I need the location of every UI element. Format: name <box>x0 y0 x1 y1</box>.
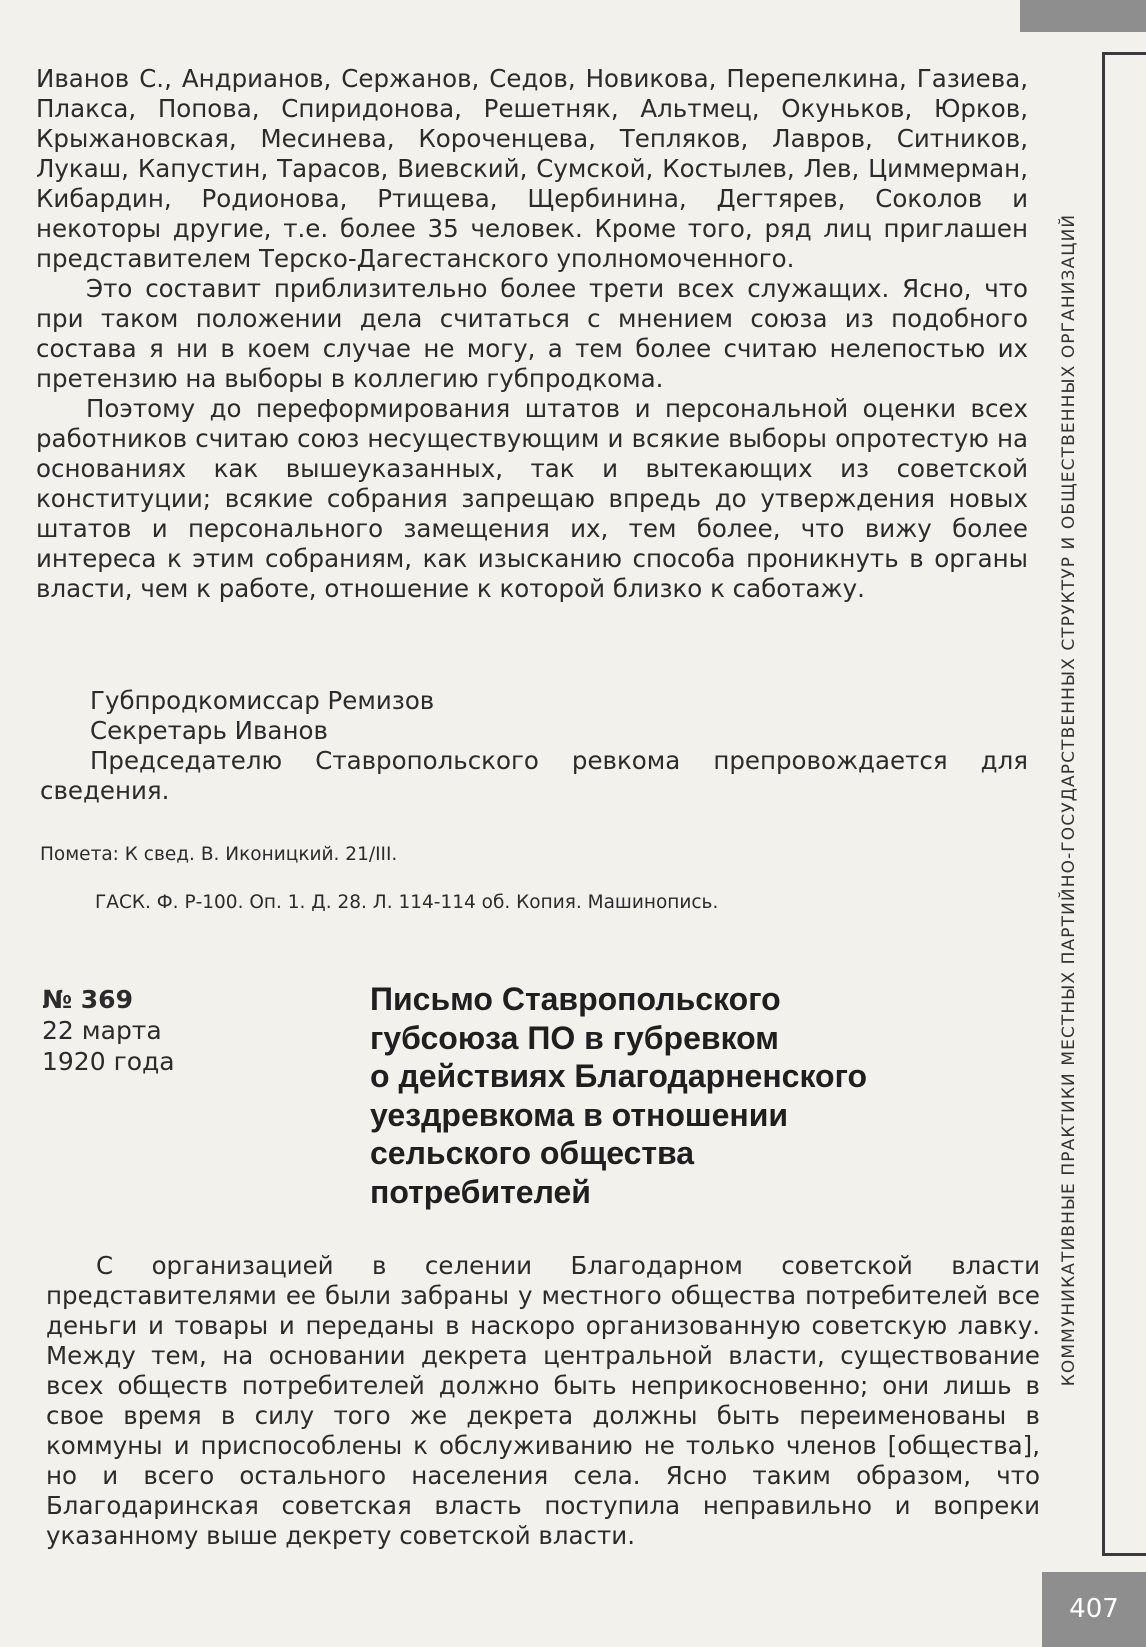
title-line: сельского общества <box>370 1135 695 1171</box>
title-line: о действиях Благодарненского <box>370 1058 868 1094</box>
paragraph-union-declared-nonexistent: Поэтому до переформирования штатов и персональной оценки всех работников считаю союз несуществующим и всякие выборы опротестую на основаниях как вышеуказанных, так и вытекающих из советской конституции; всякие собрания запрещаю впредь до утверждения новых штатов и персонального замещения их, тем более, что вижу более интереса к этим собраниям, как изысканию способа проникнуть в органы власти, чем к работе, отношение к которой близко к саботажу. <box>36 394 1028 603</box>
forwarding-note <box>40 746 1028 806</box>
document-body-paragraph: С организацией в селении Благодарном советской власти представителями ее были забраны у местного общества потребителей все деньги и товары и переданы в наскоро организованную советскую лавку. Между тем, на основании декрета центральной власти, существование всех обществ потребителей должно быть неприкосновенно; они лишь в свое время в силу того же декрета должны быть переименованы в коммуны и приспособлены к обслуживанию не только членов [общества], но и всего остального населения села. Ясно таким образом, что Благодаринская советская власть поступила неправильно и вопреки указанному выше декрету советской власти. <box>46 1251 1040 1550</box>
previous-document-text <box>36 64 1028 604</box>
page-number: 407 <box>1042 1572 1146 1647</box>
document-title <box>370 980 1000 1211</box>
right-margin-frame <box>1102 52 1146 1556</box>
top-edge-tab <box>1020 0 1146 32</box>
forwarding-text: Председателю Ставропольского ревкома препровождается для сведения. <box>40 746 1028 805</box>
document-metadata <box>42 984 175 1077</box>
running-section-title: КОММУНИКАТИВНЫЕ ПРАКТИКИ МЕСТНЫХ ПАРТИЙНО-ГОСУДАРСТВЕННЫХ СТРУКТУР И ОБЩЕСТВЕННЫХ ОРГАНИЗАЦИЙ <box>1059 213 1079 1387</box>
document-date-year: 1920 года <box>42 1047 175 1076</box>
paragraph-names-list: Иванов С., Андрианов, Сержанов, Седов, Новикова, Перепелкина, Газиева, Плакса, Попова, Спиридонова, Решетняк, Альтмец, Окуньков, Юрков, Крыжановская, Месинева, Короченцева, Тепляков, Лавров, Ситников, Лукаш, Капустин, Тарасов, Виевский, Сумской, Костылев, Лев, Циммерман, Кибардин, Родионова, Ртищева, Щербинина, Дегтярев, Соколов и некоторы другие, т.е. более 35 человек. Кроме того, ряд лиц приглашен представителем Терско-Дагестанского уполномоченного. <box>36 64 1028 273</box>
title-line: губсоюза ПО в губревком <box>370 1019 779 1056</box>
title-line: уездревкома в отношении <box>370 1096 789 1133</box>
paragraph-share-of-staff: Это составит приблизительно более трети всех служащих. Ясно, что при таком положении дела считаться с мнением союза из подобного состава я ни в коем случае не могу, а тем более считаю нелепостью их претензию на выборы в коллегию губпродкома. <box>36 274 1028 393</box>
document-date-day: 22 марта <box>42 1016 162 1045</box>
annotation-note: Помета: К свед. В. Иконицкий. 21/III. <box>40 844 398 865</box>
signature-secretary: Секретарь Иванов <box>90 716 328 745</box>
archive-reference: ГАСК. Ф. Р-100. Оп. 1. Д. 28. Л. 114-114 об. Копия. Машинопись. <box>95 892 719 913</box>
document-number: № 369 <box>42 985 133 1014</box>
title-line: Письмо Ставропольского <box>370 981 781 1017</box>
document-body <box>46 1251 1040 1551</box>
title-line: потребителей <box>370 1173 591 1210</box>
signature-commissar: Губпродкомиссар Ремизов <box>90 686 435 715</box>
